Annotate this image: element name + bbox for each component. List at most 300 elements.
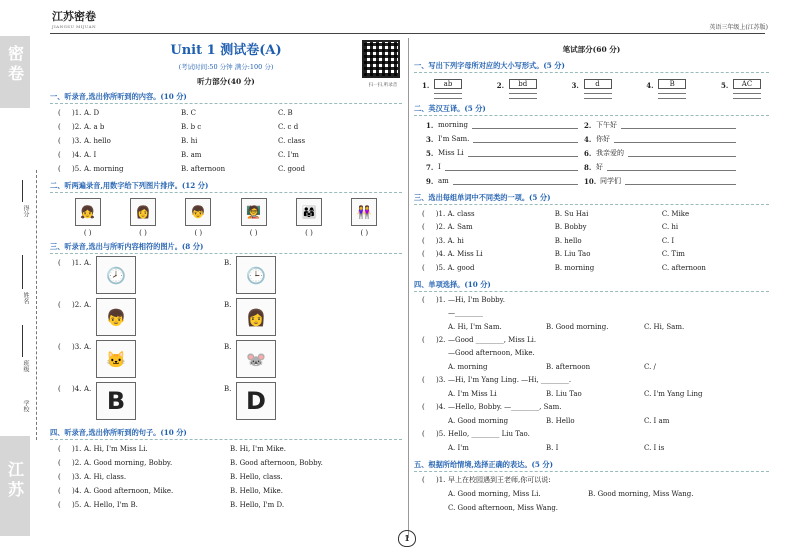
option-b: B. Su Hai (554, 209, 589, 218)
option-a: A. Good morning, Miss Li. (448, 489, 541, 498)
option-c: C. good (278, 165, 305, 173)
boy-icon: 👦 (190, 205, 206, 219)
question-number: )1. (72, 259, 82, 267)
option-a: A. Hi, I'm Sam. (448, 322, 502, 331)
answer-blank[interactable]: ( (422, 476, 425, 484)
question-number: 4. (646, 81, 654, 90)
list-item (414, 234, 769, 248)
question-number: )1. (72, 445, 82, 453)
answer-blank[interactable]: ( (422, 336, 425, 344)
question-number: )4. (72, 487, 82, 495)
question-number: )3. (72, 473, 82, 481)
option-b: B. C (181, 109, 196, 117)
question-number: )5. (72, 501, 82, 509)
write-line[interactable] (658, 90, 686, 94)
option-a: A. hi (447, 236, 464, 245)
woman-icon: 👩 (246, 308, 266, 327)
answer-blank[interactable]: ( (58, 151, 61, 159)
question-number: )3. (436, 376, 446, 384)
picture-row (50, 195, 402, 229)
list-item (497, 79, 537, 99)
list-item (50, 382, 402, 423)
option-a: A. I'm Miss Li (448, 389, 497, 398)
left-column (50, 36, 402, 512)
question-number: )1. (436, 296, 446, 304)
option-a: A. good (447, 263, 475, 272)
word: am (438, 177, 449, 185)
header-rule (50, 33, 765, 34)
clock-afternoon-icon: 🕒 (246, 266, 266, 285)
write-line[interactable] (434, 95, 462, 99)
list-item (584, 146, 742, 160)
list-item (426, 132, 584, 146)
word: 下午好 (596, 121, 617, 129)
list-item (50, 298, 402, 339)
question-number: )5. (435, 263, 446, 272)
option-c: C. Mike (661, 209, 690, 218)
write-line[interactable] (584, 90, 612, 94)
written-section-3-heading: 三、选出每组单词中不同类的一项。(5 分) (414, 193, 769, 205)
question-text: Hello, ________ Liu Tao. (448, 430, 530, 438)
written-section-5 (414, 474, 769, 515)
question-number: 10. (584, 176, 597, 186)
list-item (426, 160, 584, 174)
written-section-2-heading: 二、英汉互译。(5 分) (414, 104, 769, 116)
option-c: C. I'm (278, 151, 299, 159)
page-number (398, 526, 416, 548)
option-a: A. Good afternoon, Mike. (84, 487, 174, 495)
list-item (50, 340, 402, 381)
answer-blank[interactable]: ( (58, 109, 61, 117)
question-text: —Hello, Bobby. —________, Sam. (448, 403, 562, 411)
question-number: )3. (435, 236, 446, 245)
answer-blank[interactable]: ( (58, 445, 61, 453)
picture-1 (75, 198, 101, 226)
option-a: A. D (84, 109, 100, 117)
list-item (646, 79, 686, 99)
list-item (422, 79, 462, 99)
answer-blank[interactable]: ( (58, 501, 61, 509)
field-name-line[interactable] (22, 255, 23, 289)
qr-caption: 扫一扫,听录音 (368, 83, 398, 88)
list-item (414, 294, 769, 307)
option-a: A. a b (84, 123, 105, 131)
option-b: B. (224, 385, 232, 393)
write-line[interactable] (658, 95, 686, 99)
picture-a (96, 382, 136, 420)
field-class-label: 班级 (22, 360, 29, 372)
letter-d-icon: D (246, 387, 266, 415)
option-a: A. Good morning (448, 416, 509, 425)
write-line[interactable] (509, 95, 537, 99)
woman-icon: 👩 (135, 205, 151, 219)
option-b: B. afternoon (181, 165, 226, 173)
clock-morning-icon: 🕗 (106, 266, 126, 285)
letter-box: d (584, 79, 612, 89)
list-item (414, 207, 769, 221)
question-subtext: —________ (448, 309, 483, 317)
cat-icon: 🐱 (106, 350, 126, 369)
list-item (426, 118, 584, 132)
list-item (426, 174, 584, 188)
write-line[interactable] (472, 121, 578, 129)
options-row (414, 320, 769, 334)
answer-blank[interactable]: ( (58, 259, 61, 267)
page-number-text: 1 (404, 533, 410, 543)
question-number: )1. (72, 109, 82, 117)
option-c: C. I is (644, 443, 665, 452)
list-item (414, 334, 769, 347)
list-item (721, 79, 761, 99)
family-icon: 👨‍👩‍👧 (301, 205, 317, 219)
answer-blank[interactable]: ( (58, 487, 61, 495)
option-a: A. Good morning, Bobby. (84, 459, 173, 467)
friends-icon: 👭 (356, 205, 372, 219)
corner-note: 英语三年级上(江苏版) (709, 24, 768, 31)
question-number: 2. (496, 81, 505, 90)
written-section-3 (414, 207, 769, 275)
brand-logo (52, 8, 122, 32)
options-row (414, 360, 769, 374)
question-text: —Hi, I'm Yang Ling. —Hi, ________. (448, 376, 572, 384)
answer-blank[interactable]: ( (422, 430, 425, 438)
write-line[interactable] (434, 90, 462, 94)
option-b: B. hi (181, 137, 198, 145)
options-row (414, 501, 769, 515)
question-number: )4. (436, 403, 446, 411)
answer-blank[interactable]: ( (422, 223, 425, 232)
picture-b (236, 298, 276, 336)
write-line[interactable] (607, 163, 736, 171)
list-item (414, 248, 769, 262)
question-number: 3. (426, 134, 434, 144)
written-section-1-heading: 一、写出下列字母所对应的大小写形式。(5 分) (414, 61, 769, 73)
question-number: 7. (426, 162, 434, 172)
option-c: C. I am (644, 416, 670, 425)
options-row (414, 487, 769, 501)
margin-strip-bottom-text: 江苏 (7, 460, 24, 499)
answer-blank[interactable]: ( ) (249, 229, 258, 237)
question-number: 8. (584, 162, 592, 172)
picture-2 (130, 198, 156, 226)
question-number: )1. (436, 476, 446, 484)
list-item (50, 120, 402, 134)
field-score-label: 得分 (22, 205, 29, 217)
answer-blank[interactable]: ( ) (139, 229, 147, 237)
list-item (50, 498, 402, 512)
question-number: )3. (72, 343, 82, 351)
question-number: )2. (72, 459, 82, 467)
answer-blank[interactable]: ( (58, 385, 61, 393)
list-item (50, 134, 402, 148)
option-c: C. I'm Yang Ling (644, 389, 703, 398)
picture-6 (351, 198, 377, 226)
option-a: A. class (447, 209, 475, 218)
left-margin (0, 0, 34, 558)
option-b: B. morning (554, 263, 595, 272)
question-number: 6. (584, 148, 592, 158)
option-b: B. Bobby (554, 223, 587, 232)
option-c: C. c d (278, 123, 299, 131)
write-line[interactable] (473, 135, 578, 143)
option-a: A. Miss Li (447, 250, 483, 259)
question-number: )2. (72, 301, 82, 309)
answer-blank[interactable]: ( (58, 343, 61, 351)
column-divider (408, 38, 409, 538)
option-a: A. (84, 259, 92, 267)
question-text: 早上在校园遇到王老师,你可以说: (448, 476, 551, 484)
list-item (414, 221, 769, 235)
option-b: B. Hello, Mike. (230, 487, 283, 495)
list-item (50, 456, 402, 470)
question-number: 3. (571, 81, 579, 90)
list-item (584, 160, 742, 174)
option-c: C. afternoon (661, 263, 706, 272)
boy-icon: 👦 (106, 308, 126, 327)
question-number: 1. (426, 120, 434, 130)
cut-line (36, 170, 37, 440)
field-class-line[interactable] (22, 325, 23, 357)
word: 好 (596, 163, 603, 171)
option-b: B. I (546, 443, 559, 452)
write-line[interactable] (733, 95, 761, 99)
option-b: B. Good morning. (546, 322, 609, 331)
listening-section-2-heading: 二、听两遍录音,用数字给下列图片排序。(12 分) (50, 181, 402, 193)
word: 你好 (596, 135, 610, 143)
answer-blank[interactable]: ( (422, 296, 425, 304)
write-line[interactable] (621, 121, 736, 129)
options-row (414, 441, 769, 455)
option-a: A. I (84, 151, 97, 159)
option-a: A. I'm (448, 443, 469, 452)
letter-box: B (658, 79, 686, 89)
option-a: A. (84, 301, 92, 309)
question-number: 5. (426, 148, 434, 158)
option-a: A. morning (84, 165, 124, 173)
answer-blank[interactable]: ( (422, 209, 425, 218)
list-item (50, 470, 402, 484)
listening-section-1 (50, 106, 402, 176)
list-item (584, 132, 742, 146)
listening-section-4 (50, 442, 402, 512)
option-a: A. Hi, I'm Miss Li. (84, 445, 148, 453)
brand-name: 江苏密卷 (52, 10, 96, 23)
question-number: 4. (584, 134, 592, 144)
answer-blank[interactable]: ( ) (305, 229, 313, 237)
list-item (50, 106, 402, 120)
option-c: C. Hi, Sam. (644, 322, 685, 331)
option-b: B. Hello (546, 416, 575, 425)
option-b: B. Good afternoon, Bobby. (230, 459, 323, 467)
question-number: )2. (72, 123, 82, 131)
option-a: A. (84, 343, 92, 351)
question-number: 9. (426, 176, 434, 186)
right-column (414, 36, 769, 515)
picture-5 (296, 198, 322, 226)
answer-blank[interactable]: ( (58, 123, 61, 131)
written-section-4 (414, 294, 769, 455)
answer-blank[interactable]: ( (422, 236, 425, 245)
answer-blank[interactable]: ( (58, 459, 61, 467)
question-number: )3. (72, 137, 82, 145)
option-c: C. B (278, 109, 293, 117)
picture-a (96, 340, 136, 378)
write-line[interactable] (468, 149, 578, 157)
question-text: —Good ________, Miss Li. (448, 336, 537, 344)
question-number: 5. (721, 81, 729, 90)
answer-blank[interactable]: ( (422, 250, 425, 259)
options-row (414, 414, 769, 428)
option-b: B. Hello, I'm D. (230, 501, 285, 509)
field-school-label: 学校 (22, 400, 29, 412)
listening-section-4-heading: 四、听录音,选出你所听到的句子。(10 分) (50, 428, 402, 440)
field-score-line[interactable] (22, 180, 23, 202)
answer-blank[interactable]: ( ) (194, 229, 203, 237)
word: morning (438, 121, 468, 129)
options-row (414, 387, 769, 401)
listening-section-3 (50, 256, 402, 423)
answer-blank[interactable]: ( (422, 376, 425, 384)
write-line[interactable] (628, 149, 736, 157)
listening-title: 听力部分(40 分) (197, 77, 255, 86)
option-b: B. (224, 343, 232, 351)
write-line[interactable] (453, 177, 578, 185)
word: I'm Sam. (438, 135, 470, 143)
mouse-icon: 🐭 (246, 350, 266, 369)
write-line[interactable] (614, 135, 736, 143)
written-section-5-heading: 五、根据所给情境,选择正确的表达。(5 分) (414, 460, 769, 472)
option-b: B. hello (554, 236, 582, 245)
option-b: B. afternoon (546, 362, 591, 371)
list-item (414, 374, 769, 387)
option-c: C. Tim (661, 250, 685, 259)
option-b: B. Hi, I'm Mike. (230, 445, 286, 453)
brand-sub: JIANGSU MIJUAN (52, 24, 97, 29)
picture-3 (185, 198, 211, 226)
write-line[interactable] (509, 90, 537, 94)
list-item (50, 162, 402, 176)
answer-blank[interactable]: ( (58, 165, 61, 173)
question-subtext: —Good afternoon, Mike. (448, 349, 535, 357)
word: I (438, 163, 441, 171)
field-name-label: 姓名 (22, 292, 29, 304)
written-title: 笔试部分(60 分) (562, 45, 621, 54)
question-number: 2. (584, 120, 592, 130)
answer-blank[interactable]: ( ) (83, 229, 92, 237)
option-a: A. Sam (447, 223, 473, 232)
list-item (426, 146, 584, 160)
exam-info: (考试时间:50 分钟 满分:100 分) (178, 63, 274, 71)
option-b: B. Good morning, Miss Wang. (588, 489, 694, 498)
option-a: A. (84, 385, 92, 393)
option-c: C. I (661, 236, 675, 245)
option-b: B. am (181, 151, 202, 159)
write-line[interactable] (625, 177, 736, 185)
list-item (584, 118, 742, 132)
list-item (584, 174, 742, 188)
question-number: )4. (72, 151, 82, 159)
list-item (414, 428, 769, 441)
question-number: )5. (72, 165, 82, 173)
option-c: C. Good afternoon, Miss Wang. (448, 503, 559, 512)
question-number: )1. (435, 209, 446, 218)
list-item (572, 79, 612, 99)
answer-blank[interactable]: ( (422, 263, 425, 272)
question-number: 1. (422, 81, 430, 90)
listening-section-1-heading: 一、听录音,选出你所听到的内容。(10 分) (50, 92, 402, 104)
write-line[interactable] (584, 95, 612, 99)
picture-a (96, 256, 136, 294)
qr-code-icon[interactable] (362, 40, 400, 78)
letter-b-icon: B (106, 387, 126, 415)
option-b: B. b c (181, 123, 202, 131)
option-c: C. hi (661, 223, 679, 232)
option-c: C. class (278, 137, 306, 145)
option-b: B. Liu Tao (554, 250, 591, 259)
list-item (50, 256, 402, 297)
question-text: —Hi, I'm Bobby. (448, 296, 505, 304)
picture-b (236, 340, 276, 378)
picture-b (236, 382, 276, 420)
option-b: B. (224, 301, 232, 309)
letter-box: AC (733, 79, 761, 89)
option-a: A. Hello, I'm B. (84, 501, 138, 509)
option-b: B. (224, 259, 232, 267)
word: 我亲爱的 (596, 149, 624, 157)
letter-box: bd (509, 79, 537, 89)
list-item (414, 401, 769, 414)
list-item (414, 474, 769, 487)
write-line[interactable] (733, 90, 761, 94)
question-number: )2. (435, 223, 446, 232)
written-section-4-heading: 四、单项选择。(10 分) (414, 280, 769, 292)
letter-row (414, 75, 769, 99)
answer-blank[interactable]: ( (58, 473, 61, 481)
letter-box: ab (434, 79, 462, 89)
question-number: )5. (436, 430, 446, 438)
answer-blank[interactable]: ( (58, 301, 61, 309)
option-a: A. morning (448, 362, 488, 371)
list-item (50, 484, 402, 498)
girl-icon: 👧 (80, 205, 96, 219)
question-number: )4. (435, 250, 446, 259)
word: Miss Li (438, 149, 464, 157)
option-a: A. hello (84, 137, 111, 145)
listening-section-3-heading: 三、听录音,选出与所听内容相符的图片。(8 分) (50, 242, 402, 254)
page-title: Unit 1 测试卷(A) (170, 43, 282, 58)
word: 同学们 (600, 177, 621, 185)
margin-strip-top-text: 密卷 (7, 44, 24, 83)
translation-grid (414, 118, 769, 188)
margin-strip-bottom (0, 436, 30, 536)
write-line[interactable] (445, 163, 578, 171)
option-c: C. / (644, 362, 656, 371)
answer-blank[interactable]: ( (422, 403, 425, 411)
margin-strip-top (0, 36, 30, 108)
picture-4 (241, 198, 267, 226)
option-b: B. Liu Tao (546, 389, 582, 398)
option-a: A. Hi, class. (84, 473, 127, 481)
picture-a (96, 298, 136, 336)
option-b: B. Hello, class. (230, 473, 283, 481)
question-number: )4. (72, 385, 82, 393)
list-item (50, 442, 402, 456)
answer-blank[interactable]: ( (58, 137, 61, 145)
list-item (414, 261, 769, 275)
teacher-icon: 🧑‍🏫 (246, 205, 262, 219)
picture-b (236, 256, 276, 294)
answer-blank[interactable]: ( ) (360, 229, 369, 237)
